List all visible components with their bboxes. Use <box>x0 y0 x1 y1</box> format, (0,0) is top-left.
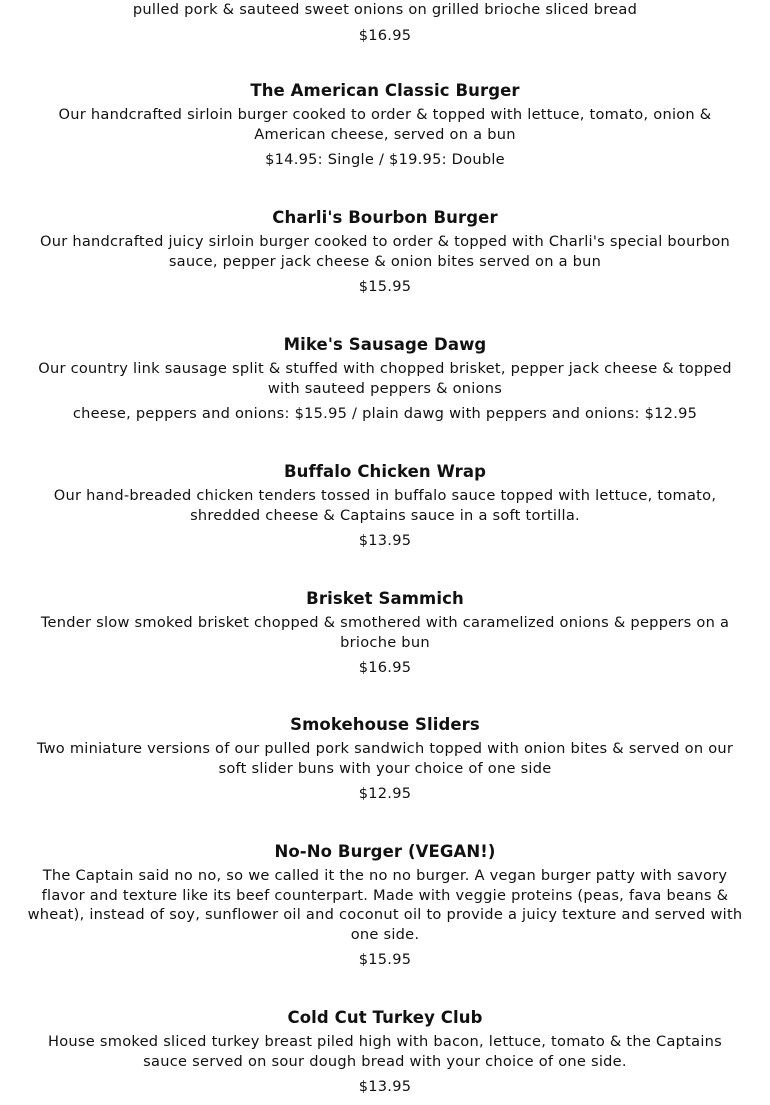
menu-item-description: Our country link sausage split & stuffed with chopped brisket, pepper jack cheese & topped with sauteed peppers & onions <box>38 360 732 397</box>
menu-item-description: Our handcrafted juicy sirloin burger cooked to order & topped with Charli's special bourbon sauce, pepper jack cheese & onion bites served on a bun <box>39 233 731 270</box>
menu-item-price: $16.95 <box>358 659 412 677</box>
menu-item-title: No-No Burger (VEGAN!) <box>274 842 496 861</box>
menu-item-price: $12.95 <box>358 785 412 803</box>
menu-item-no-no-burger <box>0 841 770 970</box>
menu-item-mikes-sausage-dawg <box>0 334 770 424</box>
menu-item-price: $15.95 <box>358 278 412 296</box>
menu-item-cold-cut-turkey-club <box>0 1007 770 1097</box>
menu-item-brisket-sammich <box>0 588 770 678</box>
menu-item-title: Mike's Sausage Dawg <box>283 335 487 354</box>
menu-item-description: Our hand-breaded chicken tenders tossed in buffalo sauce topped with lettuce, tomato, shredded cheese & Captains sauce in a soft tortilla. <box>53 487 717 524</box>
menu-item-description: The Captain said no no, so we called it the no no burger. A vegan burger patty with savory flavor and texture like its beef counterpart. Made with veggie proteins (peas, fava beans & wheat), instead of soy, sunflower oil and coconut oil to provide a juicy texture and served with one side. <box>27 867 743 943</box>
menu-item-price: $15.95 <box>358 951 412 969</box>
menu-item-title: Brisket Sammich <box>306 589 464 608</box>
menu-item-description: House smoked sliced turkey breast piled high with bacon, lettuce, tomato & the Captains sauce served on sour dough bread with your choice of one side. <box>48 1033 722 1070</box>
menu-item-description: Tender slow smoked brisket chopped & smothered with caramelized onions & peppers on a brioche bun <box>40 614 730 651</box>
menu-item-price: $13.95 <box>358 1078 412 1096</box>
menu-item-title: Cold Cut Turkey Club <box>287 1008 483 1027</box>
menu-item-description: Two miniature versions of our pulled pork sandwich topped with onion bites & served on our soft slider buns with your choice of one side <box>36 740 734 777</box>
menu-item-title: The American Classic Burger <box>250 81 520 100</box>
menu-item-buffalo-chicken-wrap <box>0 461 770 551</box>
menu-item-price: $13.95 <box>358 532 412 550</box>
menu-item-title: Buffalo Chicken Wrap <box>283 462 487 481</box>
menu-item-american-classic-burger <box>0 80 770 170</box>
menu-item-smokehouse-sliders <box>0 714 770 804</box>
menu-item-pulled-pork <box>0 0 770 45</box>
menu-item-title: Charli's Bourbon Burger <box>272 208 498 227</box>
menu-item-description: pulled pork & sauteed sweet onions on grilled brioche sliced bread <box>132 1 638 18</box>
menu-item-description: Our handcrafted sirloin burger cooked to order & topped with lettuce, tomato, onion & American cheese, served on a bun <box>58 106 712 143</box>
menu-item-price: $14.95: Single / $19.95: Double <box>265 151 505 169</box>
menu-item-title: Smokehouse Sliders <box>290 715 480 734</box>
menu-item-charlis-bourbon-burger <box>0 207 770 297</box>
menu-item-price: cheese, peppers and onions: $15.95 / plain dawg with peppers and onions: $12.95 <box>72 405 698 423</box>
menu-item-price: $16.95 <box>358 26 412 44</box>
